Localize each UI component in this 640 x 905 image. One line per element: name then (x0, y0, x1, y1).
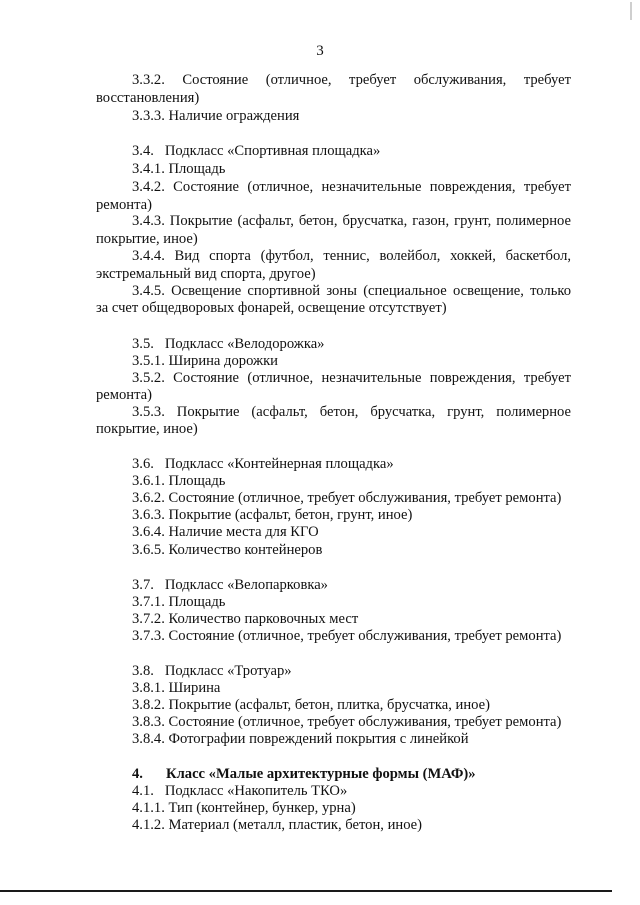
item-3-3-2-cont: восстановления) (96, 90, 200, 106)
item-3-3-3: 3.3.3. Наличие ограждения (132, 108, 300, 124)
class-4-number: 4. (132, 766, 143, 782)
item-3-4-3: 3.4.3. Покрытие (асфальт, бетон, брусчатка, газон, грунт, полимерное (132, 213, 571, 229)
item-3-6-2: 3.6.2. Состояние (отличное, требует обслуживания, требует ремонта) (132, 490, 562, 506)
item-3-5-3: 3.5.3. Покрытие (асфальт, бетон, брусчатка, грунт, полимерное (132, 404, 571, 420)
item-4-1-2: 4.1.2. Материал (металл, пластик, бетон, иное) (132, 817, 423, 833)
item-3-5-1: 3.5.1. Ширина дорожки (132, 353, 278, 369)
subclass-3-8: 3.8. Подкласс «Тротуар» (132, 663, 292, 679)
item-3-4-2: 3.4.2. Состояние (отличное, незначительные повреждения, требует (132, 179, 571, 195)
item-3-6-1: 3.6.1. Площадь (132, 473, 226, 489)
subclass-4-1: 4.1. Подкласс «Накопитель ТКО» (132, 783, 348, 799)
item-3-7-2: 3.7.2. Количество парковочных мест (132, 611, 359, 627)
item-3-7-3: 3.7.3. Состояние (отличное, требует обслуживания, требует ремонта) (132, 628, 562, 644)
subclass-3-7: 3.7. Подкласс «Велопарковка» (132, 577, 328, 593)
scan-bottom-rule (0, 890, 612, 892)
item-3-8-2: 3.8.2. Покрытие (асфальт, бетон, плитка, брусчатка, иное) (132, 697, 490, 713)
item-3-3-2: 3.3.2. Состояние (отличное, требует обслуживания, требует (132, 72, 571, 88)
item-4-1-1: 4.1.1. Тип (контейнер, бункер, урна) (132, 800, 356, 816)
item-3-7-1: 3.7.1. Площадь (132, 594, 226, 610)
item-3-5-2: 3.5.2. Состояние (отличное, незначительные повреждения, требует (132, 370, 571, 386)
item-3-5-2-cont: ремонта) (96, 387, 153, 403)
item-3-8-1: 3.8.1. Ширина (132, 680, 221, 696)
item-3-4-4-cont: экстремальный вид спорта, другое) (96, 266, 316, 282)
item-3-5-3-cont: покрытие, иное) (96, 421, 198, 437)
item-3-6-3: 3.6.3. Покрытие (асфальт, бетон, грунт, иное) (132, 507, 413, 523)
item-3-4-2-cont: ремонта) (96, 197, 153, 213)
item-3-6-4: 3.6.4. Наличие места для КГО (132, 524, 319, 540)
subclass-3-4: 3.4. Подкласс «Спортивная площадка» (132, 143, 381, 159)
item-3-6-5: 3.6.5. Количество контейнеров (132, 542, 323, 558)
class-4-title: Класс «Малые архитектурные формы (МАФ)» (166, 766, 476, 782)
subclass-3-5: 3.5. Подкласс «Велодорожка» (132, 336, 325, 352)
scan-mark (630, 2, 632, 20)
item-3-8-4: 3.8.4. Фотографии повреждений покрытия с линейкой (132, 731, 469, 747)
item-3-8-3: 3.8.3. Состояние (отличное, требует обслуживания, требует ремонта) (132, 714, 562, 730)
item-3-4-5: 3.4.5. Освещение спортивной зоны (специальное освещение, только (132, 283, 571, 299)
subclass-3-6: 3.6. Подкласс «Контейнерная площадка» (132, 456, 394, 472)
item-3-4-5-cont: за счет общедворовых фонарей, освещение отсутствует) (96, 300, 447, 316)
item-3-4-3-cont: покрытие, иное) (96, 231, 198, 247)
item-3-4-4: 3.4.4. Вид спорта (футбол, теннис, волейбол, хоккей, баскетбол, (132, 248, 571, 264)
page-number: 3 (316, 43, 324, 59)
item-3-4-1: 3.4.1. Площадь (132, 161, 226, 177)
